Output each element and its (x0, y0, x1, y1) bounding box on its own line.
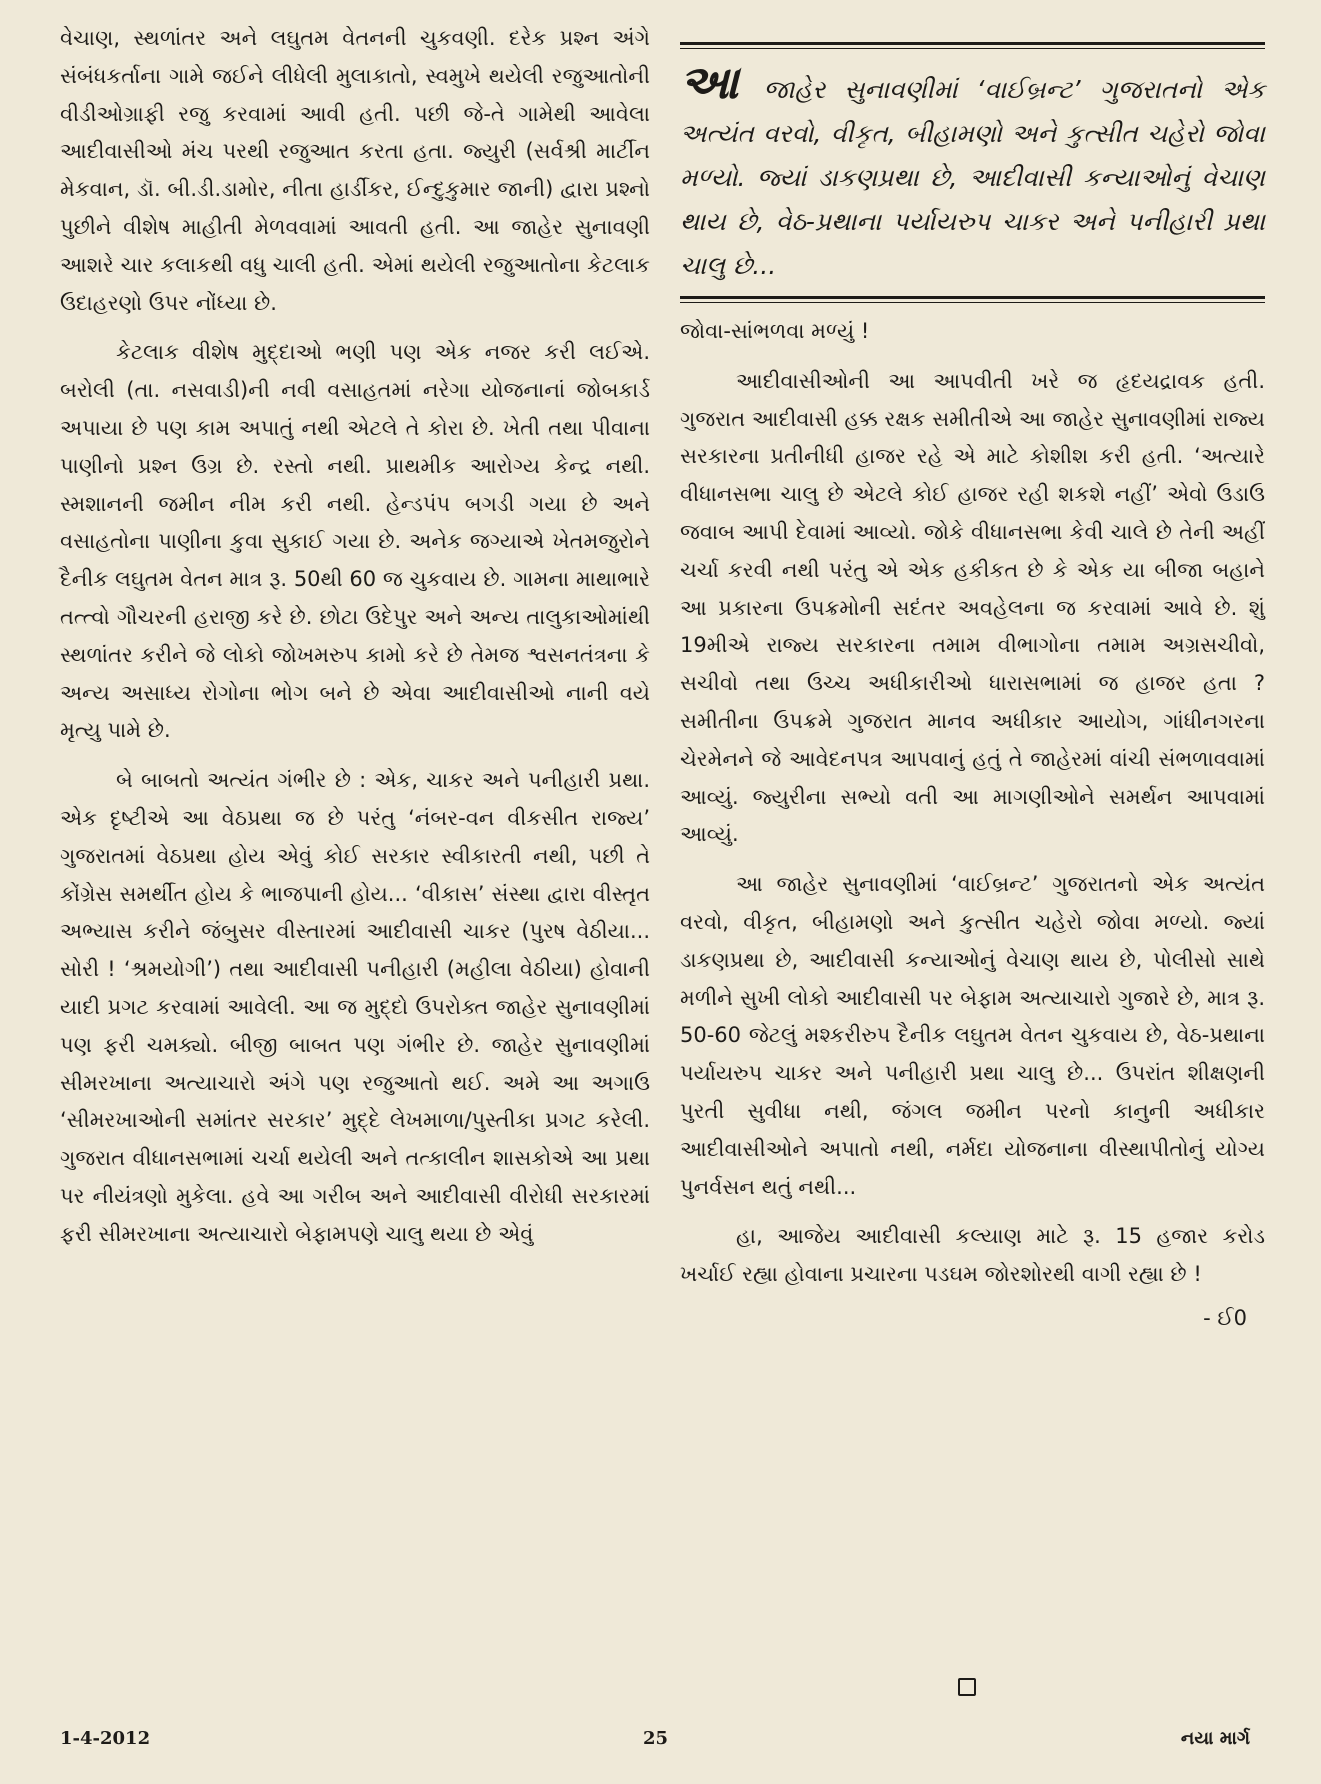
pull-quote-bottom-rule (680, 296, 1265, 303)
pull-quote-text: જાહેર સુનાવણીમાં ‘વાઈબ્રન્ટ’ ગુજરાતનો એક અત્યંત વરવો, વીકૃત, બીહામણો અને કુત્સીત ચહેરો જોવા મળ્યો. જ્યાં ડાકણપ્રથા છે, આદીવાસી કન્યાઓનું વેચાણ થાય છે, વેઠ-પ્રથાના પર્યાયરુપ ચાકર અને પનીહારી પ્રથા ચાલુ છે... (680, 75, 1265, 280)
article-paragraph: હા, આજેય આદીવાસી કલ્યાણ માટે રૂ. 15 હજાર કરોડ ખર્ચાઈ રહ્યા હોવાના પ્રચારના પડઘમ જોરશોરથી વાગી રહ્યા છે ! (680, 1224, 1265, 1287)
page-footer (60, 1728, 1260, 1758)
pull-quote-drop-word: આ (680, 55, 739, 109)
end-mark-square-icon (958, 1678, 976, 1696)
pull-quote (680, 55, 1265, 288)
article-paragraph: બે બાબતો અત્યંત ગંભીર છે : એક, ચાકર અને પનીહારી પ્રથા. એક દૃષ્ટીએ આ વેઠપ્રથા જ છે પરંતુ ‘નંબર-વન વીકસીત રાજ્ય’ ગુજરાતમાં વેઠપ્રથા હોય એવું કોઈ સરકાર સ્વીકારતી નથી, પછી તે કોંગ્રેસ સમર્થીત હોય કે ભાજપાની હોય... ‘વીકાસ’ સંસ્થા દ્વારા વીસ્તૃત અભ્યાસ કરીને જંબુસર વીસ્તારમાં આદીવાસી ચાકર (પુરષ વેઠીયા... સોરી ! ‘શ્રમયોગી’) તથા આદીવાસી પનીહારી (મહીલા વેઠીયા) હોવાની યાદી પ્રગટ કરવામાં આવેલી. આ જ મુદ્દો ઉપરોક્ત જાહેર સુનાવણીમાં પણ ફરી ચમક્યો. બીજી બાબત પણ ગંભીર છે. જાહેર સુનાવણીમાં સીમરખાના અત્યાચારો અંગે પણ રજુઆતો થઈ. અમે આ અગાઉ ‘સીમરખાઓની સમાંતર સરકાર’ મુદ્દે લેખમાળા/પુસ્તીકા પ્રગટ કરેલી. ગુજરાત વીધાનસભામાં ચર્ચા થયેલી અને તત્કાલીન શાસકોએ આ પ્રથા પર નીયંત્રણો મુકેલા. હવે આ ગરીબ અને આદીવાસી વીરોધી સરકારમાં ફરી સીમરખાના અત્યાચારો બેફામપણે ચાલુ થયા છે એવું (60, 768, 650, 1246)
issue-date: 1-4-2012 (60, 1728, 151, 1749)
article-paragraph: આદીવાસીઓની આ આપવીતી ખરે જ હૃદયદ્રાવક હતી. ગુજરાત આદીવાસી હક્ક રક્ષક સમીતીએ આ જાહેર સુનાવણીમાં રાજ્ય સરકારના પ્રતીનીધી હાજર રહે એ માટે કોશીશ કરી હતી. ‘અત્યારે વીધાનસભા ચાલુ છે એટલે કોઈ હાજર રહી શકશે નહીં’ એવો ઉડાઉ જવાબ આપી દેવામાં આવ્યો. જોકે વીધાનસભા કેવી ચાલે છે તેની અહીં ચર્ચા કરવી નથી પરંતુ એ એક હકીકત છે કે એક યા બીજા બહાને આ પ્રકારના ઉપક્રમોની સદંતર અવહેલના જ કરવામાં આવે છે. શું 19મીએ રાજ્ય સરકારના તમામ વીભાગોના તમામ અગ્રસચીવો, સચીવો તથા ઉચ્ચ અધીકારીઓ ધારાસભામાં જ હાજર હતા ? સમીતીના ઉપક્રમે ગુજરાત માનવ અધીકાર આયોગ, ગાંધીનગરના ચેરમેનને જે આવેદનપત્ર આપવાનું હતું તે જાહેરમાં વાંચી સંભળાવવામાં આવ્યું. જ્યુરીના સભ્યો વતી આ માગણીઓને સમર્થન આપવામાં આવ્યું. (680, 368, 1265, 847)
article-paragraph: કેટલાક વીશેષ મુદ્દાઓ ભણી પણ એક નજર કરી લઈએ. બરોલી (તા. નસવાડી)ની નવી વસાહતમાં નરેગા યોજનાનાં જોબકાર્ડ અપાયા છે પણ કામ અપાતું નથી એટલે તે કોરા છે. ખેતી તથા પીવાના પાણીનો પ્રશ્ન ઉગ્ર છે. રસ્તો નથી. પ્રાથમીક આરોગ્ય કેન્દ્ર નથી. સ્મશાનની જમીન નીમ કરી નથી. હેન્ડપંપ બગડી ગયા છે અને વસાહતોના પાણીના કુવા સુકાઈ ગયા છે. અનેક જગ્યાએ ખેતમજુરોને દૈનીક લઘુતમ વેતન માત્ર રૂ. 50થી 60 જ ચુકવાય છે. ગામના માથાભારે તત્ત્વો ગૌચરની હરાજી કરે છે. છોટા ઉદેપુર અને અન્ય તાલુકાઓમાંથી સ્થળાંતર કરીને જે લોકો જોખમરુપ કામો કરે છે તેમજ શ્વસનતંત્રના કે અન્ય અસાધ્ય રોગોના ભોગ બને છે એવા આદીવાસીઓ નાની વયે મૃત્યુ પામે છે. (60, 340, 650, 743)
author-signature: - ઈ0 (1203, 1305, 1247, 1330)
left-column (60, 20, 650, 1266)
magazine-name: નયા માર્ગ (1180, 1728, 1250, 1749)
article-paragraph: આ જાહેર સુનાવણીમાં ‘વાઈબ્રન્ટ’ ગુજરાતનો એક અત્યંત વરવો, વીકૃત, બીહામણો અને કુત્સીત ચહેરો જોવા મળ્યો. જ્યાં ડાકણપ્રથા છે, આદીવાસી કન્યાઓનું વેચાણ થાય છે, પોલીસો સાથે મળીને સુખી લોકો આદીવાસી પર બેફામ અત્યાચારો ગુજારે છે, માત્ર રૂ. 50-60 જેટલું મશ્કરીરુપ દૈનીક લઘુતમ વેતન ચુકવાય છે, વેઠ-પ્રથાના પર્યાયરુપ ચાકર અને પનીહારી પ્રથા ચાલુ છે... ઉપરાંત શીક્ષણની પુરતી સુવીધા નથી, જંગલ જમીન પરનો કાનુની અધીકાર આદીવાસીઓને અપાતો નથી, નર્મદા યોજનાના વીસ્થાપીતોનું યોગ્ય પુનર્વસન થતું નથી... (680, 872, 1265, 1199)
right-column (680, 42, 1265, 1331)
page-number: 25 (643, 1728, 669, 1749)
article-paragraph: જોવા-સાંભળવા મળ્યું ! (680, 319, 870, 343)
article-paragraph: વેચાણ, સ્થળાંતર અને લઘુતમ વેતનની ચુકવણી. દરેક પ્રશ્ન અંગે સંબંધકર્તાના ગામે જઈને લીધેલી મુલાકાતો, સ્વમુખે થયેલી રજુઆતોની વીડીઓગ્રાફી રજુ કરવામાં આવી હતી. પછી જે-તે ગામેથી આવેલા આદીવાસીઓ મંચ પરથી રજુઆત કરતા હતા. જ્યુરી (સર્વશ્રી માર્ટીન મેકવાન, ડૉ. બી.ડી.ડામોર, નીતા હાર્ડીકર, ઈન્દુકુમાર જાની) દ્વારા પ્રશ્નો પુછીને વીશેષ માહીતી મેળવવામાં આવતી હતી. આ જાહેર સુનાવણી આશરે ચાર કલાકથી વધુ ચાલી હતી. એમાં થયેલી રજુઆતોના કેટલાક ઉદાહરણો ઉપર નોંધ્યા છે. (60, 26, 650, 315)
pull-quote-top-rule (680, 42, 1265, 49)
